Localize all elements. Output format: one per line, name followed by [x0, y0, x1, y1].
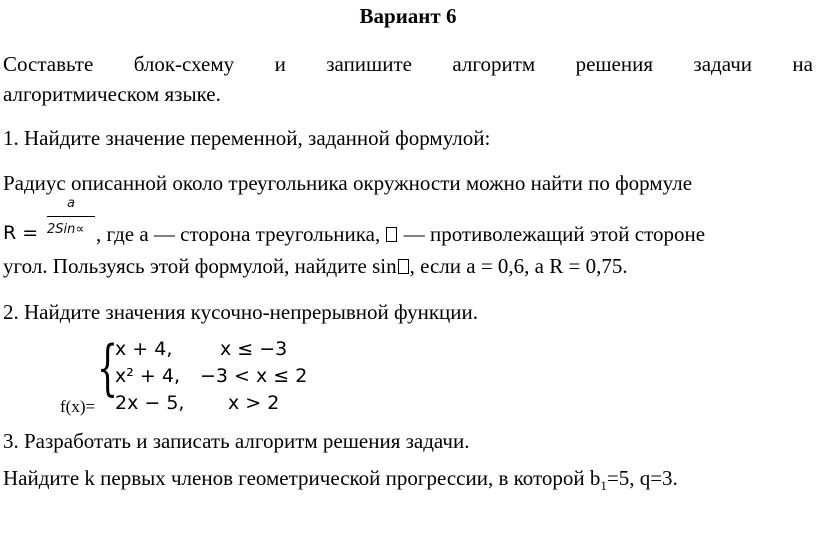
task1-text-line-3: [3, 256, 628, 277]
intro-word: задачи: [693, 52, 753, 76]
left-brace-icon: {: [97, 333, 119, 403]
intro-word: блок-схему: [133, 52, 235, 76]
piece-cond: x > 2: [228, 392, 280, 414]
task1-text-part: , где a — сторона треугольника,: [96, 222, 381, 246]
intro-word: Составьте: [3, 52, 94, 76]
task1-text-line-2: [96, 224, 705, 245]
piece-cond: x ≤ −3: [220, 338, 288, 360]
intro-line-2: алгоритмическом языке.: [3, 82, 221, 106]
intro-word: алгоритм: [452, 52, 536, 76]
function-label: f(x)=: [60, 397, 96, 416]
intro-word: запишите: [326, 52, 412, 76]
formula-numerator: a: [67, 196, 75, 211]
task3-text-part: Найдите k первых членов геометрической прогрессии, в которой b: [3, 466, 601, 490]
task2-heading: 2. Найдите значения кусочно-непрерывной функции.: [3, 300, 479, 324]
task1-text-part: угол. Пользуясь этой формулой, найдите sin: [3, 254, 397, 278]
task1-heading: 1. Найдите значение переменной, заданной формулой:: [3, 126, 491, 150]
formula-lhs: R =: [3, 222, 39, 244]
task3-text: [3, 468, 678, 492]
task1-text-line-1: Радиус описанной около треугольника окружности можно найти по формуле: [3, 171, 693, 195]
formula-denominator: 2Sin∝: [47, 222, 85, 237]
task1-text-part: — противолежащий этой стороне: [403, 222, 706, 246]
intro-word: и: [274, 52, 286, 76]
subscript: 1: [600, 478, 607, 494]
intro-line-1: [3, 54, 813, 75]
task3-heading: 3. Разработать и записать алгоритм решения задачи.: [3, 429, 470, 453]
missing-glyph-icon: [398, 259, 409, 274]
piece-cond: −3 < x ≤ 2: [200, 365, 308, 387]
fraction-bar: [47, 216, 95, 217]
piece-expr: 2x − 5,: [115, 392, 185, 414]
missing-glyph-icon: [386, 227, 397, 242]
piece-expr: x + 4,: [115, 338, 173, 360]
intro-word: на: [792, 52, 813, 76]
piece-expr: x² + 4,: [115, 365, 180, 387]
intro-word: решения: [575, 52, 654, 76]
page-title: Вариант 6: [359, 4, 457, 28]
task1-text-part: , если a = 0,6, а R = 0,75.: [409, 254, 628, 278]
task3-text-part: =5, q=3.: [606, 466, 678, 490]
